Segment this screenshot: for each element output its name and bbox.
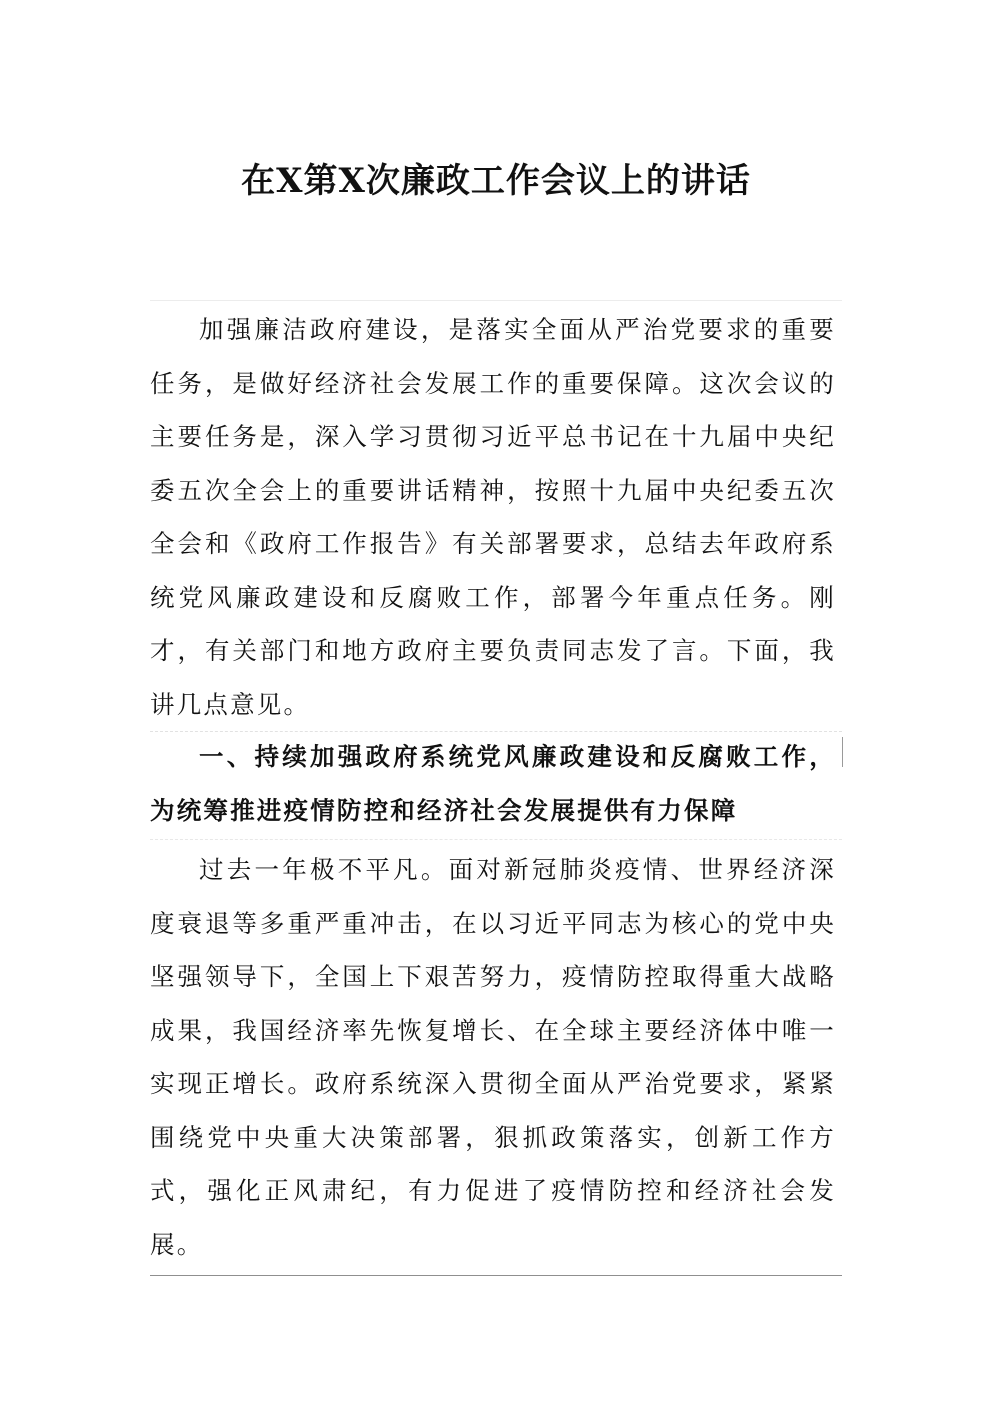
section-heading-block [150,730,842,840]
section-paragraph: 过去一年极不平凡。面对新冠肺炎疫情、世界经济深度衰退等多重严重冲击，在以习近平同志为核心的党中央坚强领导下，全国上下艰苦努力，疫情防控取得重大战略成果，我国经济率先恢复增长、在全球主要经济体中唯一实现正增长。政府系统深入贯彻全面从严治党要求，紧紧围绕党中央重大决策部署，狠抓政策落实，创新工作方式，强化正风肃纪，有力促进了疫情防控和经济社会发展。 [150,855,836,1259]
document-title: 在X第X次廉政工作会议上的讲话 [241,161,751,201]
intro-section [150,300,842,732]
section-body [150,843,842,1276]
section-heading: 一、持续加强政府系统党风廉政建设和反腐败工作，为统筹推进疫情防控和经济社会发展提供有力保障 [150,742,836,825]
margin-mark [842,737,843,767]
intro-paragraph: 加强廉洁政府建设，是落实全面从严治党要求的重要任务，是做好经济社会发展工作的重要保障。这次会议的主要任务是，深入学习贯彻习近平总书记在十九届中央纪委五次全会上的重要讲话精神，按照十九届中央纪委五次全会和《政府工作报告》有关部署要求，总结去年政府系统党风廉政建设和反腐败工作，部署今年重点任务。刚才，有关部门和地方政府主要负责同志发了言。下面，我讲几点意见。 [150,315,836,719]
